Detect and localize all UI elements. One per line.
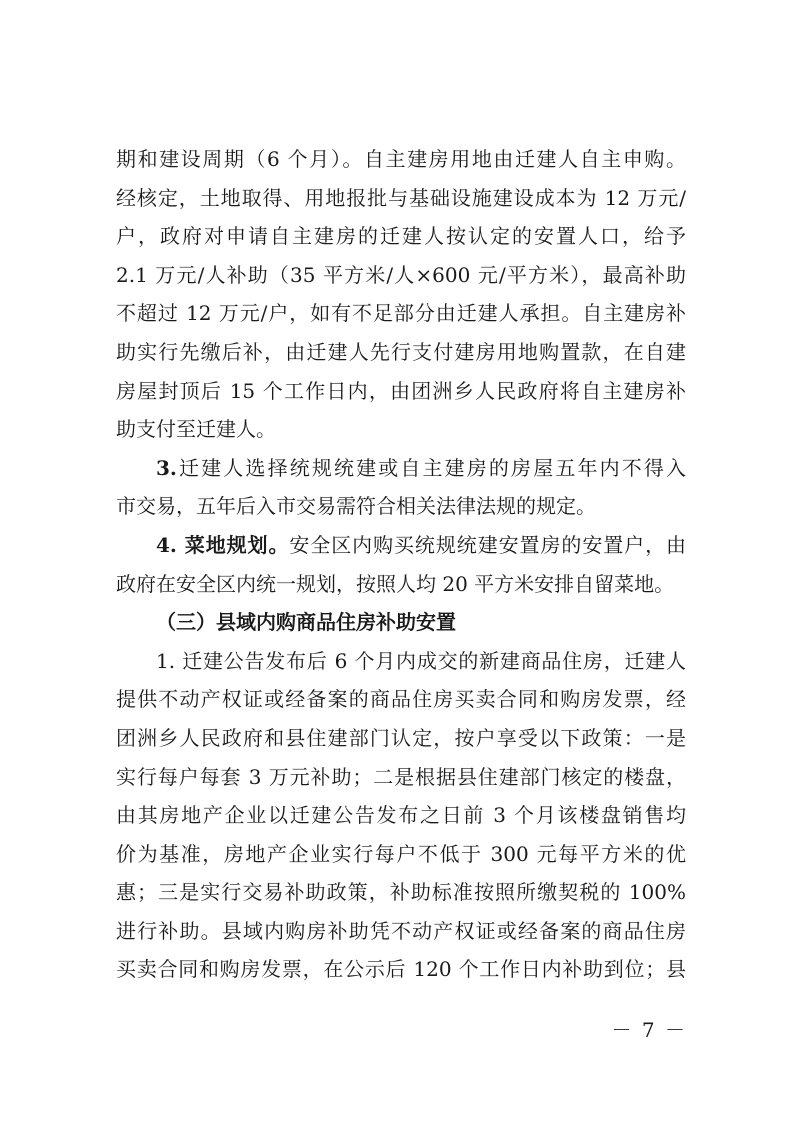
- text-line: 由其房地产企业以迁建公告发布之日前 3 个月该楼盘销售均: [116, 803, 686, 828]
- section-heading: （三）县域内购商品住房补助安置: [156, 610, 456, 635]
- text-line: [116, 449, 686, 488]
- item-heading: 4. 菜地规划。: [156, 532, 290, 557]
- text-line: 市交易，五年后入市交易需符合相关法律法规的规定。: [116, 494, 596, 519]
- page-number: － 7 －: [611, 1018, 687, 1042]
- text-line: 价为基准，房地产企业实行每户不低于 300 元每平方米的优: [116, 841, 686, 866]
- text-line: 户，政府对申请自主建房的迁建人按认定的安置人口，给予: [116, 224, 686, 249]
- text-line: 买卖合同和购房发票，在公示后 120 个工作日内补助到位；县: [116, 957, 686, 982]
- text-line: 实行每户每套 3 万元补助；二是根据县住建部门核定的楼盘，: [116, 764, 686, 789]
- text-line: 政府在安全区内统一规划，按照人均 20 平方米安排自留菜地。: [116, 571, 675, 596]
- text-line: 房屋封顶后 15 个工作日内，由团洲乡人民政府将自主建房补: [116, 378, 686, 403]
- text-line: 助支付至迁建人。: [116, 417, 276, 442]
- item-text: 安全区内购买统规统建安置房的安置户，由: [289, 532, 686, 557]
- text-line: 团洲乡人民政府和县住建部门认定，按户享受以下政策：一是: [116, 725, 686, 750]
- body-text: [116, 140, 686, 989]
- text-line: 1. 迁建公告发布后 6 个月内成交的新建商品住房，迁建人: [156, 648, 686, 673]
- item-text: 迁建人选择统规统建或自主建房的房屋五年内不得入: [176, 455, 686, 480]
- text-line: [116, 526, 686, 565]
- text-line: 期和建设周期（6 个月）。自主建房用地由迁建人自主申购。: [116, 147, 686, 171]
- text-line: 进行补助。县域内购房补助凭不动产权证或经备案的商品住房: [116, 918, 686, 943]
- item-number: 3.: [156, 455, 177, 480]
- text-line: 惠；三是实行交易补助政策，补助标准按照所缴契税的 100%: [116, 880, 686, 905]
- text-line: 不超过 12 万元/户，如有不足部分由迁建人承担。自主建房补: [116, 301, 686, 326]
- text-line: 助实行先缴后补，由迁建人先行支付建房用地购置款，在自建: [116, 339, 686, 364]
- text-line: 提供不动产权证或经备案的商品住房买卖合同和购房发票，经: [116, 687, 686, 712]
- text-line: 经核定，土地取得、用地报批与基础设施建设成本为 12 万元/: [116, 185, 686, 210]
- text-line: 2.1 万元/人补助（35 平方米/人×600 元/平方米），最高补助: [116, 262, 686, 287]
